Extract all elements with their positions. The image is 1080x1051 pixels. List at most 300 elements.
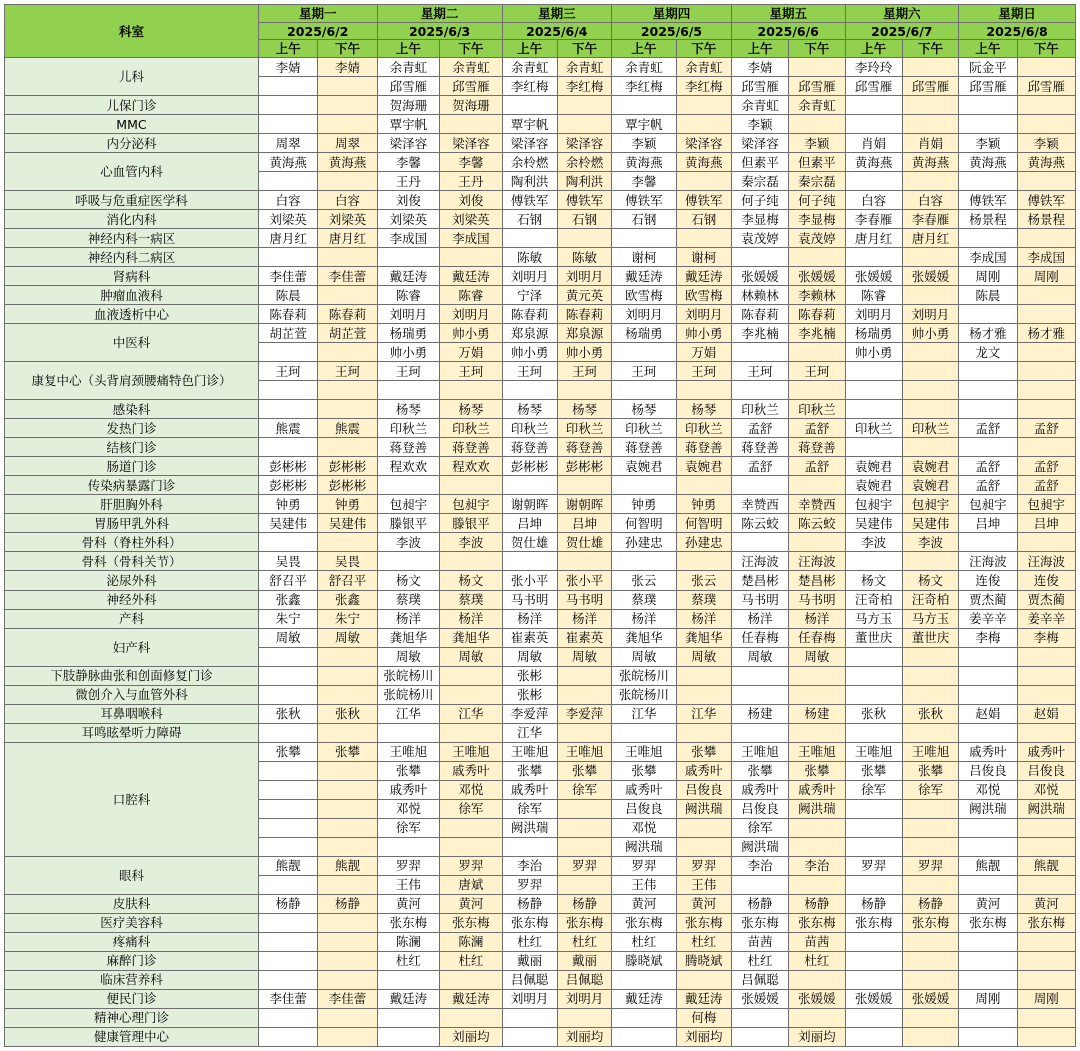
pm-doctor-cell bbox=[789, 837, 845, 856]
pm-doctor-cell: 包昶宇 bbox=[1017, 495, 1076, 514]
pm-doctor-cell: 楚昌彬 bbox=[789, 571, 845, 590]
am-doctor-cell: 张秋 bbox=[845, 704, 902, 723]
am-doctor-cell: 陈睿 bbox=[845, 286, 902, 305]
department-name: 发热门诊 bbox=[5, 419, 259, 438]
am-doctor-cell: 傅铁军 bbox=[959, 191, 1017, 210]
am-doctor-cell bbox=[845, 970, 902, 989]
pm-doctor-cell: 彭彬彬 bbox=[318, 476, 377, 495]
table-row bbox=[5, 628, 1076, 647]
pm-doctor-cell bbox=[440, 818, 502, 837]
department-name: 肝胆胸外科 bbox=[5, 495, 259, 514]
pm-doctor-cell: 刘明月 bbox=[676, 305, 731, 324]
table-row bbox=[5, 115, 1076, 134]
am-doctor-cell: 张云 bbox=[612, 571, 676, 590]
am-doctor-cell: 陈云蛟 bbox=[731, 514, 788, 533]
pm-doctor-cell bbox=[318, 780, 377, 799]
pm-doctor-cell: 戚秀叶 bbox=[1017, 742, 1076, 761]
am-doctor-cell bbox=[959, 229, 1017, 248]
pm-doctor-cell: 唐月红 bbox=[318, 229, 377, 248]
pm-doctor-cell: 戴廷涛 bbox=[440, 267, 502, 286]
pm-doctor-cell: 傅铁军 bbox=[676, 191, 731, 210]
pm-doctor-cell: 杨静 bbox=[789, 894, 845, 913]
table-row bbox=[5, 400, 1076, 419]
am-doctor-cell: 张皖杨川 bbox=[612, 666, 676, 685]
am-doctor-cell: 陈春莉 bbox=[731, 305, 788, 324]
am-doctor-cell bbox=[731, 666, 788, 685]
am-doctor-cell: 秦宗磊 bbox=[731, 172, 788, 191]
am-doctor-cell: 罗羿 bbox=[845, 856, 902, 875]
am-doctor-cell: 王唯旭 bbox=[845, 742, 902, 761]
table-row bbox=[5, 723, 1076, 742]
am-doctor-cell: 阮金平 bbox=[959, 58, 1017, 77]
pm-doctor-cell: 王珂 bbox=[557, 362, 611, 381]
am-doctor-cell: 印秋兰 bbox=[502, 419, 557, 438]
pm-doctor-cell: 万娟 bbox=[440, 343, 502, 362]
am-doctor-cell: 张彬 bbox=[502, 685, 557, 704]
pm-doctor-cell bbox=[902, 172, 958, 191]
am-doctor-cell: 杨琴 bbox=[612, 400, 676, 419]
pm-doctor-cell bbox=[902, 58, 958, 77]
pm-doctor-cell bbox=[318, 381, 377, 400]
pm-doctor-cell: 印秋兰 bbox=[676, 419, 731, 438]
am-doctor-cell bbox=[377, 837, 439, 856]
pm-doctor-cell bbox=[318, 761, 377, 780]
pm-doctor-cell bbox=[440, 476, 502, 495]
am-doctor-cell bbox=[612, 1008, 676, 1027]
am-doctor-cell bbox=[258, 438, 317, 457]
table-row bbox=[5, 438, 1076, 457]
am-doctor-cell: 唐月红 bbox=[845, 229, 902, 248]
am-doctor-cell bbox=[258, 837, 317, 856]
am-doctor-cell: 张媛媛 bbox=[731, 989, 788, 1008]
pm-doctor-cell bbox=[676, 96, 731, 115]
table-row bbox=[5, 476, 1076, 495]
am-doctor-cell bbox=[959, 951, 1017, 970]
am-doctor-cell bbox=[845, 115, 902, 134]
pm-doctor-cell bbox=[789, 115, 845, 134]
pm-doctor-cell bbox=[557, 476, 611, 495]
pm-doctor-cell: 蒋登善 bbox=[440, 438, 502, 457]
department-name: 呼吸与危重症医学科 bbox=[5, 191, 259, 210]
pm-doctor-cell bbox=[1017, 115, 1076, 134]
am-doctor-cell bbox=[959, 172, 1017, 191]
pm-doctor-cell bbox=[1017, 96, 1076, 115]
am-doctor-cell bbox=[959, 970, 1017, 989]
am-doctor-cell: 戴廷涛 bbox=[612, 989, 676, 1008]
pm-doctor-cell: 何智明 bbox=[676, 514, 731, 533]
department-name: 内分泌科 bbox=[5, 134, 259, 153]
pm-doctor-cell: 杨琴 bbox=[676, 400, 731, 419]
am-doctor-cell: 彭彬彬 bbox=[502, 457, 557, 476]
department-name: 结核门诊 bbox=[5, 438, 259, 457]
am-doctor-cell: 阙洪瑞 bbox=[502, 818, 557, 837]
am-doctor-cell: 孟舒 bbox=[731, 419, 788, 438]
pm-doctor-cell: 张东梅 bbox=[440, 913, 502, 932]
pm-doctor-cell: 连俊 bbox=[1017, 571, 1076, 590]
pm-doctor-cell bbox=[557, 381, 611, 400]
am-doctor-cell: 戴廷涛 bbox=[377, 267, 439, 286]
am-doctor-cell: 龚旭华 bbox=[612, 628, 676, 647]
am-doctor-cell: 戚秀叶 bbox=[377, 780, 439, 799]
pm-doctor-cell: 王伟 bbox=[676, 875, 731, 894]
am-doctor-cell: 黄河 bbox=[377, 894, 439, 913]
am-doctor-cell: 吕坤 bbox=[959, 514, 1017, 533]
am-doctor-cell: 杨静 bbox=[502, 894, 557, 913]
pm-doctor-cell: 张秋 bbox=[902, 704, 958, 723]
date-header: 2025/6/5 bbox=[612, 22, 732, 40]
am-doctor-cell bbox=[377, 970, 439, 989]
pm-doctor-cell bbox=[902, 837, 958, 856]
pm-doctor-cell bbox=[557, 837, 611, 856]
am-doctor-cell bbox=[845, 1027, 902, 1046]
pm-doctor-cell: 杜红 bbox=[789, 951, 845, 970]
am-doctor-cell: 张皖杨川 bbox=[612, 685, 676, 704]
am-doctor-cell: 贺海珊 bbox=[377, 96, 439, 115]
pm-doctor-cell bbox=[676, 115, 731, 134]
am-doctor-cell: 舒召平 bbox=[258, 571, 317, 590]
am-doctor-cell: 吕佩聪 bbox=[731, 970, 788, 989]
pm-doctor-cell bbox=[318, 533, 377, 552]
department-name: 微创介入与血管外科 bbox=[5, 685, 259, 704]
am-doctor-cell: 邱雪雁 bbox=[377, 77, 439, 96]
pm-doctor-cell: 罗羿 bbox=[902, 856, 958, 875]
pm-doctor-cell: 谢柯 bbox=[676, 248, 731, 267]
pm-doctor-cell bbox=[789, 58, 845, 77]
pm-doctor-cell bbox=[676, 685, 731, 704]
am-doctor-cell: 王珂 bbox=[612, 362, 676, 381]
table-row bbox=[5, 58, 1076, 77]
am-doctor-cell bbox=[731, 685, 788, 704]
pm-doctor-cell: 马书明 bbox=[789, 590, 845, 609]
am-doctor-cell bbox=[731, 343, 788, 362]
table-row bbox=[5, 419, 1076, 438]
pm-doctor-cell bbox=[789, 381, 845, 400]
am-doctor-cell: 戚秀叶 bbox=[502, 780, 557, 799]
pm-doctor-cell bbox=[318, 400, 377, 419]
pm-doctor-cell: 黄河 bbox=[1017, 894, 1076, 913]
department-name: 下肢静脉曲张和创面修复门诊 bbox=[5, 666, 259, 685]
am-doctor-cell: 刘明月 bbox=[377, 305, 439, 324]
pm-doctor-cell bbox=[902, 666, 958, 685]
am-doctor-cell bbox=[258, 533, 317, 552]
pm-doctor-cell bbox=[1017, 837, 1076, 856]
am-doctor-cell: 赵娟 bbox=[959, 704, 1017, 723]
am-doctor-cell: 蔡璞 bbox=[377, 590, 439, 609]
pm-doctor-cell bbox=[676, 172, 731, 191]
pm-doctor-cell bbox=[902, 970, 958, 989]
am-doctor-cell bbox=[959, 818, 1017, 837]
pm-doctor-cell: 唐斌 bbox=[440, 875, 502, 894]
am-doctor-cell: 周翠 bbox=[258, 134, 317, 153]
am-doctor-cell: 余柃燃 bbox=[502, 153, 557, 172]
am-doctor-cell bbox=[258, 666, 317, 685]
pm-doctor-cell: 李成国 bbox=[1017, 248, 1076, 267]
pm-doctor-cell: 傅铁军 bbox=[1017, 191, 1076, 210]
pm-doctor-cell bbox=[1017, 1008, 1076, 1027]
weekday-header: 星期四 bbox=[612, 5, 732, 23]
am-doctor-cell bbox=[959, 1008, 1017, 1027]
am-doctor-cell: 戴廷涛 bbox=[612, 267, 676, 286]
am-doctor-cell: 黄河 bbox=[612, 894, 676, 913]
pm-doctor-cell bbox=[318, 248, 377, 267]
am-doctor-cell: 周敏 bbox=[731, 647, 788, 666]
pm-doctor-cell bbox=[902, 248, 958, 267]
am-doctor-cell: 李婧 bbox=[258, 58, 317, 77]
pm-doctor-cell: 罗羿 bbox=[676, 856, 731, 875]
am-doctor-cell bbox=[612, 970, 676, 989]
pm-doctor-cell: 龚旭华 bbox=[440, 628, 502, 647]
am-doctor-cell: 陈睿 bbox=[377, 286, 439, 305]
pm-doctor-cell bbox=[789, 248, 845, 267]
am-doctor-cell bbox=[502, 552, 557, 571]
am-doctor-cell bbox=[258, 799, 317, 818]
department-name: 疼痛科 bbox=[5, 932, 259, 951]
am-doctor-cell: 周刚 bbox=[959, 989, 1017, 1008]
am-doctor-cell: 杨瑞勇 bbox=[377, 324, 439, 343]
am-doctor-cell: 李治 bbox=[731, 856, 788, 875]
pm-doctor-cell: 程欢欢 bbox=[440, 457, 502, 476]
am-doctor-cell: 肖娟 bbox=[845, 134, 902, 153]
table-row bbox=[5, 970, 1076, 989]
am-doctor-cell: 余青虹 bbox=[612, 58, 676, 77]
pm-doctor-cell bbox=[676, 229, 731, 248]
department-name: 耳鸣眩晕听力障碍 bbox=[5, 723, 259, 742]
am-doctor-cell: 李爱萍 bbox=[502, 704, 557, 723]
am-doctor-cell: 黄海燕 bbox=[845, 153, 902, 172]
pm-doctor-cell bbox=[1017, 685, 1076, 704]
pm-doctor-cell bbox=[318, 77, 377, 96]
department-name: 血液透析中心 bbox=[5, 305, 259, 324]
pm-doctor-cell: 李赖林 bbox=[789, 286, 845, 305]
am-doctor-cell: 孟舒 bbox=[959, 419, 1017, 438]
am-doctor-cell: 傅铁军 bbox=[612, 191, 676, 210]
pm-doctor-cell: 黄海燕 bbox=[676, 153, 731, 172]
table-row bbox=[5, 856, 1076, 875]
am-doctor-cell: 杨琴 bbox=[377, 400, 439, 419]
am-doctor-cell: 江华 bbox=[502, 723, 557, 742]
pm-doctor-cell bbox=[1017, 875, 1076, 894]
department-name: 产科 bbox=[5, 609, 259, 628]
pm-doctor-cell: 周敏 bbox=[789, 647, 845, 666]
am-doctor-cell: 张东梅 bbox=[377, 913, 439, 932]
am-doctor-cell bbox=[959, 533, 1017, 552]
pm-doctor-cell: 刘明月 bbox=[902, 305, 958, 324]
am-doctor-cell bbox=[845, 818, 902, 837]
table-row bbox=[5, 609, 1076, 628]
am-doctor-cell: 李馨 bbox=[377, 153, 439, 172]
pm-doctor-cell bbox=[789, 1008, 845, 1027]
pm-doctor-cell bbox=[318, 685, 377, 704]
am-doctor-cell: 袁茂婷 bbox=[731, 229, 788, 248]
am-doctor-cell: 崔素英 bbox=[502, 628, 557, 647]
pm-doctor-cell: 刘丽均 bbox=[440, 1027, 502, 1046]
am-doctor-cell: 张东梅 bbox=[731, 913, 788, 932]
pm-doctor-cell bbox=[902, 96, 958, 115]
table-row bbox=[5, 951, 1076, 970]
pm-doctor-cell: 龚旭华 bbox=[676, 628, 731, 647]
pm-doctor-cell: 张攀 bbox=[902, 761, 958, 780]
am-doctor-cell: 苗茜 bbox=[731, 932, 788, 951]
department-name: 精神心理门诊 bbox=[5, 1008, 259, 1027]
am-doctor-cell: 黄海燕 bbox=[258, 153, 317, 172]
am-doctor-cell bbox=[845, 837, 902, 856]
pm-doctor-cell: 朱宁 bbox=[318, 609, 377, 628]
pm-doctor-cell: 张东梅 bbox=[789, 913, 845, 932]
weekday-header: 星期日 bbox=[959, 5, 1076, 23]
am-doctor-cell: 张皖杨川 bbox=[377, 685, 439, 704]
pm-doctor-cell bbox=[1017, 666, 1076, 685]
pm-doctor-cell bbox=[557, 875, 611, 894]
am-doctor-cell: 印秋兰 bbox=[612, 419, 676, 438]
pm-doctor-cell: 张东梅 bbox=[1017, 913, 1076, 932]
pm-doctor-cell: 阙洪瑞 bbox=[789, 799, 845, 818]
am-doctor-cell bbox=[258, 115, 317, 134]
am-doctor-cell: 任春梅 bbox=[731, 628, 788, 647]
pm-doctor-cell bbox=[902, 438, 958, 457]
am-header: 上午 bbox=[959, 40, 1017, 58]
pm-doctor-cell: 傅铁军 bbox=[557, 191, 611, 210]
pm-doctor-cell: 刘梁英 bbox=[440, 210, 502, 229]
am-doctor-cell: 连俊 bbox=[959, 571, 1017, 590]
pm-doctor-cell: 帅小勇 bbox=[440, 324, 502, 343]
pm-doctor-cell: 但素平 bbox=[789, 153, 845, 172]
am-doctor-cell: 杨文 bbox=[377, 571, 439, 590]
department-name: 肿瘤血液科 bbox=[5, 286, 259, 305]
am-doctor-cell: 张攀 bbox=[377, 761, 439, 780]
am-doctor-cell: 李成国 bbox=[959, 248, 1017, 267]
am-doctor-cell: 但素平 bbox=[731, 153, 788, 172]
pm-doctor-cell: 孙建忠 bbox=[676, 533, 731, 552]
am-doctor-cell bbox=[258, 818, 317, 837]
pm-doctor-cell: 张攀 bbox=[789, 761, 845, 780]
am-header: 上午 bbox=[502, 40, 557, 58]
am-doctor-cell bbox=[258, 1008, 317, 1027]
pm-doctor-cell: 苗茜 bbox=[789, 932, 845, 951]
am-doctor-cell: 张东梅 bbox=[959, 913, 1017, 932]
pm-doctor-cell bbox=[318, 1008, 377, 1027]
pm-doctor-cell bbox=[1017, 343, 1076, 362]
am-doctor-cell: 程欢欢 bbox=[377, 457, 439, 476]
am-doctor-cell: 汪奇柏 bbox=[845, 590, 902, 609]
pm-doctor-cell bbox=[440, 115, 502, 134]
pm-doctor-cell: 周刚 bbox=[1017, 989, 1076, 1008]
am-doctor-cell: 刘梁英 bbox=[377, 210, 439, 229]
pm-doctor-cell bbox=[318, 723, 377, 742]
table-row bbox=[5, 153, 1076, 172]
pm-doctor-cell: 张媛媛 bbox=[902, 989, 958, 1008]
department-name: 儿保门诊 bbox=[5, 96, 259, 115]
pm-header: 下午 bbox=[676, 40, 731, 58]
am-doctor-cell: 罗羿 bbox=[377, 856, 439, 875]
pm-doctor-cell bbox=[557, 552, 611, 571]
pm-doctor-cell bbox=[1017, 172, 1076, 191]
pm-doctor-cell: 戚秀叶 bbox=[440, 761, 502, 780]
pm-doctor-cell: 姜辛辛 bbox=[1017, 609, 1076, 628]
pm-doctor-cell: 王唯旭 bbox=[902, 742, 958, 761]
am-doctor-cell bbox=[258, 780, 317, 799]
table-row bbox=[5, 1008, 1076, 1027]
am-doctor-cell: 邓悦 bbox=[377, 799, 439, 818]
am-doctor-cell: 张彬 bbox=[502, 666, 557, 685]
am-doctor-cell bbox=[731, 381, 788, 400]
am-doctor-cell: 孙建忠 bbox=[612, 533, 676, 552]
am-doctor-cell: 杨洋 bbox=[502, 609, 557, 628]
am-doctor-cell bbox=[845, 400, 902, 419]
pm-doctor-cell: 黄海燕 bbox=[1017, 153, 1076, 172]
pm-doctor-cell bbox=[318, 172, 377, 191]
pm-doctor-cell: 王唯旭 bbox=[557, 742, 611, 761]
am-doctor-cell bbox=[731, 476, 788, 495]
am-doctor-cell bbox=[377, 723, 439, 742]
pm-doctor-cell: 张媛媛 bbox=[789, 989, 845, 1008]
am-doctor-cell: 蒋登善 bbox=[731, 438, 788, 457]
am-doctor-cell bbox=[959, 362, 1017, 381]
am-doctor-cell: 谢柯 bbox=[612, 248, 676, 267]
pm-doctor-cell: 贺海珊 bbox=[440, 96, 502, 115]
pm-doctor-cell: 刘丽均 bbox=[789, 1027, 845, 1046]
pm-doctor-cell: 李红梅 bbox=[557, 77, 611, 96]
pm-doctor-cell bbox=[902, 343, 958, 362]
am-doctor-cell: 贺仕雄 bbox=[502, 533, 557, 552]
pm-doctor-cell: 孟舒 bbox=[1017, 476, 1076, 495]
pm-doctor-cell bbox=[318, 913, 377, 932]
am-doctor-cell: 覃宇帆 bbox=[502, 115, 557, 134]
am-doctor-cell: 杜红 bbox=[612, 932, 676, 951]
pm-doctor-cell: 张鑫 bbox=[318, 590, 377, 609]
department-name: 消化内科 bbox=[5, 210, 259, 229]
pm-doctor-cell: 袁婉君 bbox=[902, 476, 958, 495]
pm-doctor-cell: 杨洋 bbox=[557, 609, 611, 628]
pm-doctor-cell: 陈云蛟 bbox=[789, 514, 845, 533]
am-doctor-cell: 罗羿 bbox=[502, 875, 557, 894]
am-doctor-cell: 胡芷萱 bbox=[258, 324, 317, 343]
table-row bbox=[5, 1027, 1076, 1046]
am-doctor-cell bbox=[959, 115, 1017, 134]
pm-doctor-cell bbox=[1017, 818, 1076, 837]
am-doctor-cell bbox=[258, 875, 317, 894]
am-doctor-cell bbox=[959, 837, 1017, 856]
am-doctor-cell bbox=[845, 438, 902, 457]
pm-doctor-cell bbox=[1017, 647, 1076, 666]
pm-doctor-cell: 李佳蕾 bbox=[318, 267, 377, 286]
pm-doctor-cell bbox=[902, 552, 958, 571]
am-doctor-cell: 邱雪雁 bbox=[845, 77, 902, 96]
pm-doctor-cell: 张东梅 bbox=[676, 913, 731, 932]
am-doctor-cell bbox=[731, 1008, 788, 1027]
am-doctor-cell bbox=[612, 343, 676, 362]
pm-doctor-cell: 杜红 bbox=[557, 932, 611, 951]
am-doctor-cell: 陈春莉 bbox=[258, 305, 317, 324]
am-doctor-cell: 刘明月 bbox=[502, 989, 557, 1008]
am-doctor-cell bbox=[258, 343, 317, 362]
pm-doctor-cell bbox=[557, 723, 611, 742]
am-doctor-cell: 杨静 bbox=[731, 894, 788, 913]
pm-doctor-cell: 李显梅 bbox=[789, 210, 845, 229]
pm-doctor-cell: 陈澜 bbox=[440, 932, 502, 951]
am-doctor-cell bbox=[258, 685, 317, 704]
pm-doctor-cell bbox=[902, 1008, 958, 1027]
pm-doctor-cell: 王丹 bbox=[440, 172, 502, 191]
pm-doctor-cell: 腾晓斌 bbox=[676, 951, 731, 970]
pm-doctor-cell: 幸赞西 bbox=[789, 495, 845, 514]
am-doctor-cell: 杨瑞勇 bbox=[845, 324, 902, 343]
am-doctor-cell: 陈晨 bbox=[959, 286, 1017, 305]
pm-doctor-cell bbox=[440, 837, 502, 856]
pm-doctor-cell bbox=[789, 723, 845, 742]
pm-doctor-cell: 戴廷涛 bbox=[440, 989, 502, 1008]
am-doctor-cell: 包昶宇 bbox=[377, 495, 439, 514]
table-row bbox=[5, 704, 1076, 723]
